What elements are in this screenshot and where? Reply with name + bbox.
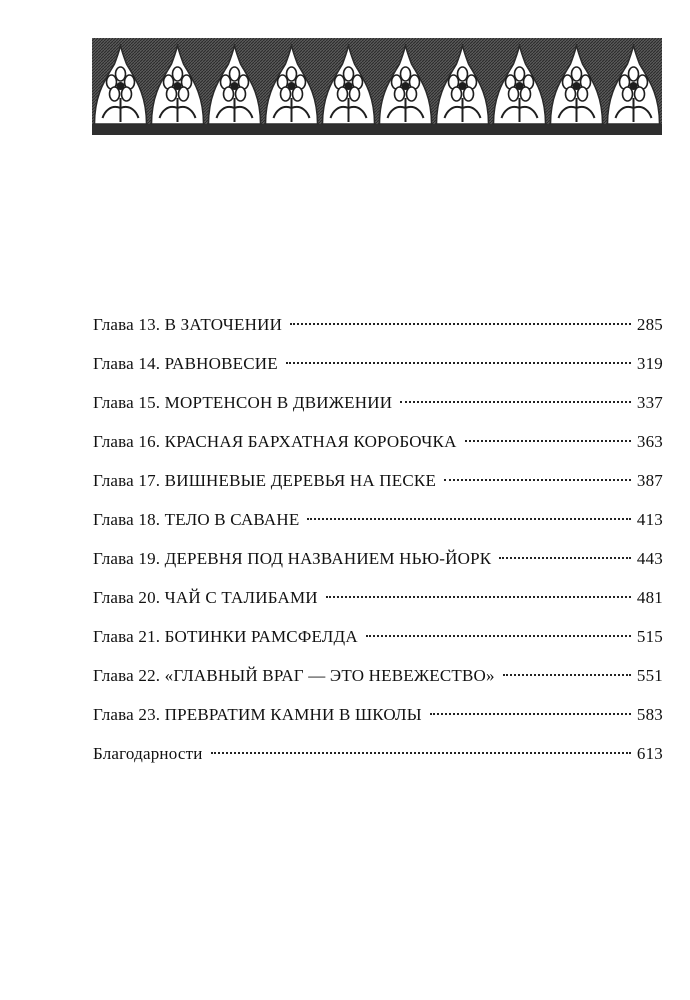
toc-entry-title: Глава 16. КРАСНАЯ БАРХАТНАЯ КОРОБОЧКА: [93, 432, 457, 451]
toc-entry: [93, 383, 663, 422]
dot-leader: [326, 596, 631, 598]
toc-entry-page-number: 387: [636, 471, 663, 490]
dot-leader: [400, 401, 631, 403]
toc-entry-title: Глава 20. ЧАЙ С ТАЛИБАМИ: [93, 588, 318, 607]
toc-entry-title: Глава 13. В ЗАТОЧЕНИИ: [93, 315, 283, 334]
toc-entry: [93, 344, 663, 383]
toc-entry: [93, 461, 663, 500]
toc-entry-title: Глава 23. ПРЕВРАТИМ КАМНИ В ШКОЛЫ: [93, 705, 422, 724]
floral-border-ornament-icon: [92, 38, 662, 135]
toc-entry: [93, 539, 663, 578]
toc-entry-title: Глава 22. «ГЛАВНЫЙ ВРАГ — ЭТО НЕВЕЖЕСТВО»: [93, 666, 495, 685]
toc-entry-page-number: 319: [636, 354, 663, 373]
dot-leader: [430, 713, 631, 715]
toc-entry-title: Глава 21. БОТИНКИ РАМСФЕЛДА: [93, 627, 358, 646]
toc-entry-page-number: 363: [636, 432, 663, 451]
dot-leader: [286, 362, 631, 364]
dot-leader: [290, 323, 631, 325]
dot-leader: [307, 518, 630, 520]
dot-leader: [465, 440, 631, 442]
toc-entry-title: Глава 14. РАВНОВЕСИЕ: [93, 354, 278, 373]
toc-entry-page-number: 551: [636, 666, 663, 685]
dot-leader: [499, 557, 631, 559]
toc-entry-page-number: 613: [636, 744, 663, 763]
dot-leader: [444, 479, 631, 481]
toc-entry: [93, 422, 663, 461]
toc-entry-page-number: 413: [636, 510, 663, 529]
toc-entry-page-number: 583: [636, 705, 663, 724]
toc-entry: [93, 695, 663, 734]
toc-entry: [93, 500, 663, 539]
toc-entry: [93, 578, 663, 617]
toc-entry: [93, 656, 663, 695]
toc-entry-page-number: 285: [636, 315, 663, 334]
toc-entry-title: Глава 17. ВИШНЕВЫЕ ДЕРЕВЬЯ НА ПЕСКЕ: [93, 471, 437, 490]
toc-entry-title: Глава 19. ДЕРЕВНЯ ПОД НАЗВАНИЕМ НЬЮ-ЙОРК: [93, 549, 492, 568]
dot-leader: [366, 635, 631, 637]
toc-entry-page-number: 515: [636, 627, 663, 646]
toc-entry: [93, 305, 663, 344]
toc-entry: [93, 734, 663, 773]
dot-leader: [211, 752, 631, 754]
toc-entry-page-number: 337: [636, 393, 663, 412]
toc-entry: [93, 617, 663, 656]
toc-entry-title: Глава 18. ТЕЛО В САВАНЕ: [93, 510, 300, 529]
toc-entry-page-number: 481: [636, 588, 663, 607]
toc-entry-title: Глава 15. МОРТЕНСОН В ДВИЖЕНИИ: [93, 393, 393, 412]
toc-entry-page-number: 443: [636, 549, 663, 568]
table-of-contents: [93, 305, 663, 773]
toc-entry-title: Благодарности: [93, 744, 203, 763]
dot-leader: [503, 674, 631, 676]
